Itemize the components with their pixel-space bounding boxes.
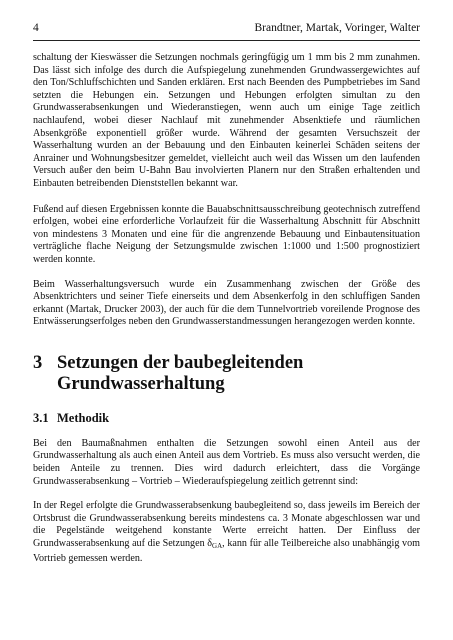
paragraph-4: Bei den Baumaßnahmen enthalten die Setzungen sowohl einen Anteil aus der Grundwasserhaltung als auch einen Anteil aus dem Vortrieb. Es muss also versucht werden, die beiden Anteile zu trennen. Dies wird dadurch erleichtert, dass die Vorgänge Grundwasserabsenkung – Vortrieb – Wiederaufspiegelung zeitlich getrennt sind: <box>33 437 420 487</box>
paragraph-5: In der Regel erfolgte die Grundwasserabsenkung baubegleitend so, dass jeweils im Bereich der Ortsbrust die Grundwasserabsenkung bereits mindestens ca. 3 Monate abgeschlossen war und die Pegelstände weitgehend konstante Werte erreicht hatten. Der Einfluss der Grundwasserabsenkung auf die Setzungen $\delta_{GA}$, kann für alle Teilbereiche also unabhängig vom Vortrieb gemessen werden. <box>33 500 420 564</box>
subsection-title: Methodik <box>57 410 110 425</box>
subsection-number: 3.1 <box>33 410 49 425</box>
running-header <box>33 22 420 38</box>
subsection-heading <box>33 411 420 426</box>
section-number: 3 <box>33 352 43 373</box>
paragraph-2: Fußend auf diesen Ergebnissen konnte die Bauabschnittsausschreibung geotechnisch zutreffend erfolgen, wobei eine erforderliche Vorlaufzeit für die Wasserhaltung Abschnitt für Abschnitt von mindestens 3 Monaten und eine für die angrenzende Bebauung und Einbautensituation verträgliche flache Neigung der Setzungsmulde zwischen 1:1000 und 1:500 prognostiziert werden konnte. <box>33 203 420 265</box>
page-number: 4 <box>33 22 39 34</box>
delta-subscript: GA <box>212 542 223 551</box>
running-header-authors: Brandtner, Martak, Voringer, Walter <box>254 22 420 34</box>
paragraph-1: schaltung der Kieswässer die Setzungen nochmals geringfügig um 1 mm bis 2 mm zunahmen. Das lässt sich infolge des durch die Aufspiegelung zunehmenden Grundwassergewichtes auf den Ton/Schluffschichten und Sanden erklären. Erst nach Beenden des Pumpbetriebes im Sand setzten die Hebungen ein. Setzungen und Hebungen erfolgten simultan zu den Grundwasserabsenkungen und Wiederanstiegen, wenn auch um einige Tage zeitlich nachlaufend, wobei dieser Nachlauf mit zunehmender Absenktiefe und räumlichen Absenkgröße exponentiell größer wurde. Während der gesamten Versuchszeit der Wasserhaltung wurden an der Bebauung und den Einbauten keinerlei Schäden seitens der Anrainer und Wohnungsbesitzer gemeldet, vielleicht auch weil das Wissen um den laufenden Versuch außer den beim U-Bahn Bau involvierten Planern nur den Straßen erhaltenden und Einbauten betreibenden Dienststellen bekannt war. <box>33 52 420 189</box>
paragraph-3: Beim Wasserhaltungsversuch wurde ein Zusammenhang zwischen der Größe des Absenktrichters und seiner Tiefe einerseits und dem Absenkerfolg in den schluffigen Sanden erkannt (Martak, Drucker 2003), der auch für die dem Tunnelvortrieb voreilende Prognose des Entwässerungserfolges neben den Grundwasserstandmessungen herangezogen werden konnte. <box>33 278 420 328</box>
page-body <box>33 52 420 565</box>
header-rule <box>33 40 420 41</box>
section-heading <box>33 353 420 395</box>
section-title: Setzungen der baubegleitenden Grundwasserhaltung <box>57 352 304 394</box>
